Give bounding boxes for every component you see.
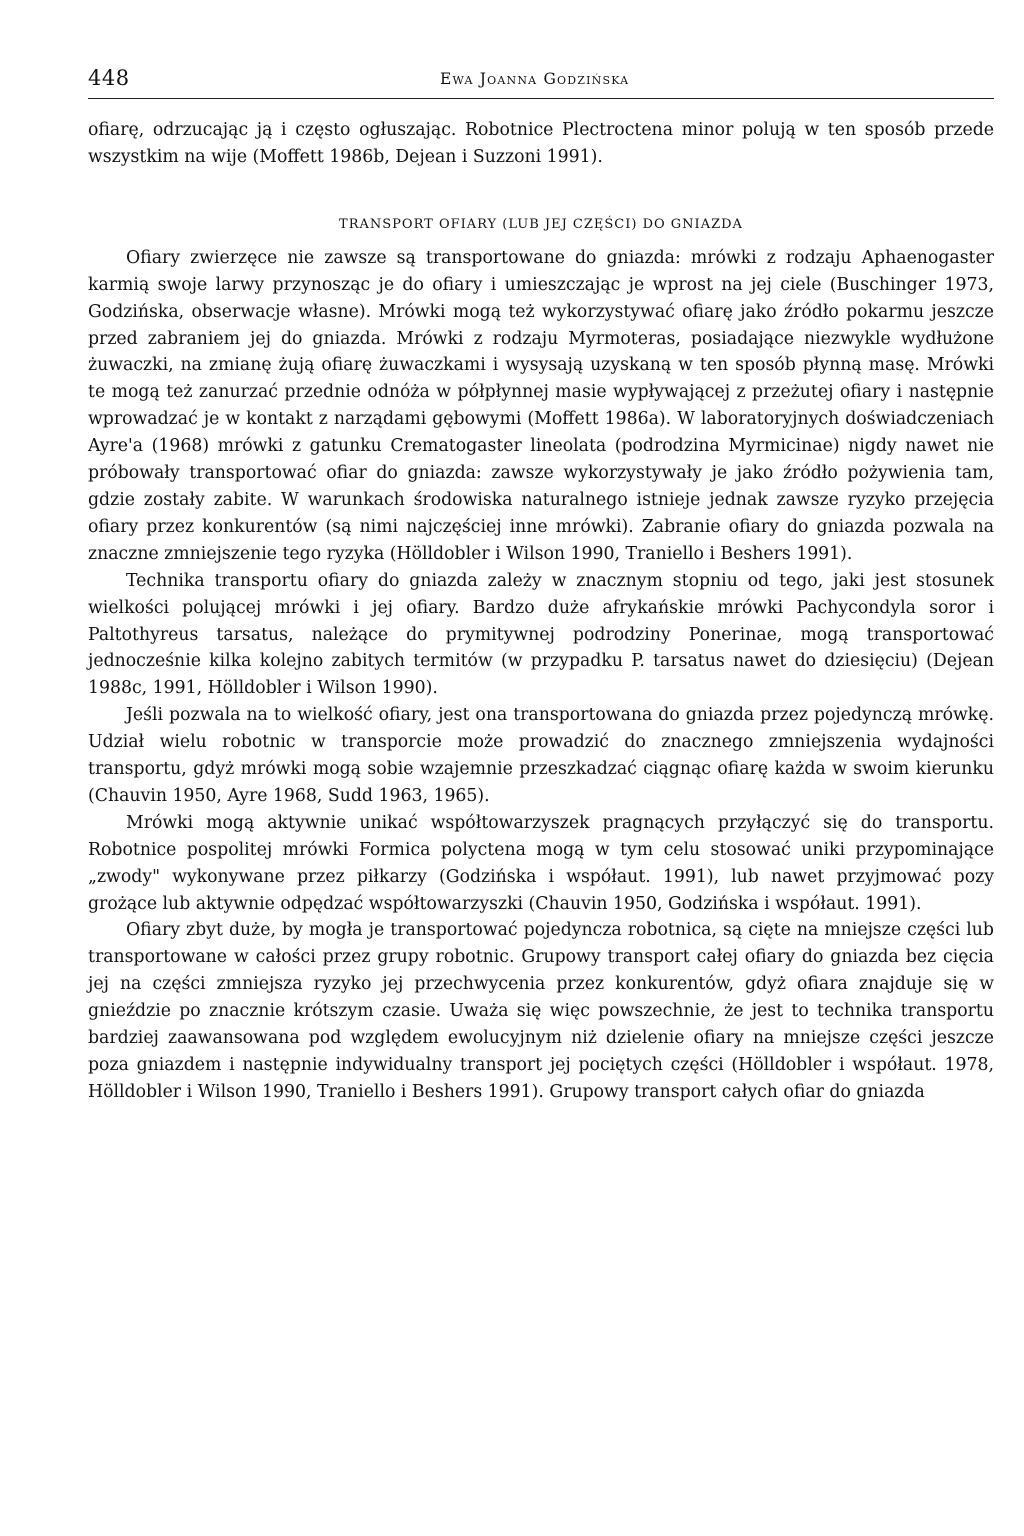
paragraph: Mrówki mogą aktywnie unikać współtowarzyszek pragnących przyłączyć się do transportu. Robotnice pospolitej mrówki Formica polyctena mogą w tym celu stosować uniki przypominające „zwody" wykonywane przez piłkarzy (Godzińska i współaut. 1991), lub nawet przyjmować pozy grożące lub aktywnie odpędzać współtowarzyszki (Chauvin 1950, Godzińska i współaut. 1991). bbox=[88, 812, 994, 914]
paragraph: Ofiary zbyt duże, by mogła je transportować pojedyncza robotnica, są cięte na mniejsze części lub transportowane w całości przez grupy robotnic. Grupowy transport całej ofiary do gniazda bez cięcia jej na części zmniejsza ryzyko jej przechwycenia przez konkurentów, gdyż ofiara znajduje się w gnieździe po znacznie krótszym czasie. Uważa się więc powszechnie, że jest to technika transportu bardziej zaawansowana pod względem ewolucyjnym niż dzielenie ofiary na mniejsze części jeszcze poza gniazdem i następnie indywidualny transport jej pociętych części (Hölldobler i współaut. 1978, Hölldobler i Wilson 1990, Traniello i Beshers 1991). Grupowy transport całych ofiar do gniazda bbox=[88, 920, 994, 1102]
page-number: 448 bbox=[88, 66, 130, 90]
paragraph: Technika transportu ofiary do gniazda zależy w znacznym stopniu od tego, jaki jest stosunek wielkości polującej mrówki i jej ofiary. Bardzo duże afrykańskie mrówki Pachycondyla soror i Paltothyreus tarsatus, należące do prymitywnej podrodziny Ponerinae, mogą transportować jednocześnie kilka kolejno zabitych termitów (w przypadku P. tarsatus nawet do dziesięciu) (Dejean 1988c, 1991, Hölldobler i Wilson 1990). bbox=[88, 570, 994, 699]
running-header bbox=[88, 66, 994, 99]
paragraph: ofiarę, odrzucając ją i często ogłuszając. Robotnice Plectroctena minor polują w ten sposób przede wszystkim na wije (Moffett 1986b, Dejean i Suzzoni 1991). bbox=[88, 120, 994, 167]
paragraph: Ofiary zwierzęce nie zawsze są transportowane do gniazda: mrówki z rodzaju Aphaenogaster karmią swoje larwy przynosząc je do ofiary i umieszczając je wprost na jej ciele (Buschinger 1973, Godzińska, obserwacje własne). Mrówki mogą też wykorzystywać ofiarę jako źródło pokarmu jeszcze przed zabraniem jej do gniazda. Mrówki z rodzaju Myrmoteras, posiadające niezwykle wydłużone żuwaczki, na zmianę żują ofiarę żuwaczkami i wysysają uzyskaną w ten sposób płynną masę. Mrówki te mogą też zanurzać przednie odnóża w półpłynnej masie wypływającej z przeżutej ofiary i następnie wprowadzać je w kontakt z narządami gębowymi (Moffett 1986a). W laboratoryjnych doświadczeniach Ayre'a (1968) mrówki z gatunku Crematogaster lineolata (podrodzina Myrmicinae) nigdy nawet nie próbowały transportować ofiar do gniazda: zawsze wykorzystywały je jako źródło pożywienia tam, gdzie zostały zabite. W warunkach środowiska naturalnego istnieje jednak zawsze ryzyko przejęcia ofiary przez konkurentów (są nimi najczęściej inne mrówki). Zabranie ofiary do gniazda pozwala na znaczne zmniejszenie tego ryzyka (Hölldobler i Wilson 1990, Traniello i Beshers 1991). bbox=[88, 247, 994, 564]
paragraph: Jeśli pozwala na to wielkość ofiary, jest ona transportowana do gniazda przez pojedynczą mrówkę. Udział wielu robotnic w transporcie może prowadzić do znacznego zmniejszenia wydajności transportu, gdyż mrówki mogą sobie wzajemnie przeszkadzać ciągnąc ofiarę każda w swoim kierunku (Chauvin 1950, Ayre 1968, Sudd 1963, 1965). bbox=[88, 705, 994, 806]
section-heading: TRANSPORT OFIARY (LUB JEJ CZĘŚCI) DO GNIAZDA bbox=[339, 216, 743, 232]
body-text bbox=[88, 117, 994, 1106]
running-title: Ewa Joanna Godzińska bbox=[440, 70, 630, 88]
